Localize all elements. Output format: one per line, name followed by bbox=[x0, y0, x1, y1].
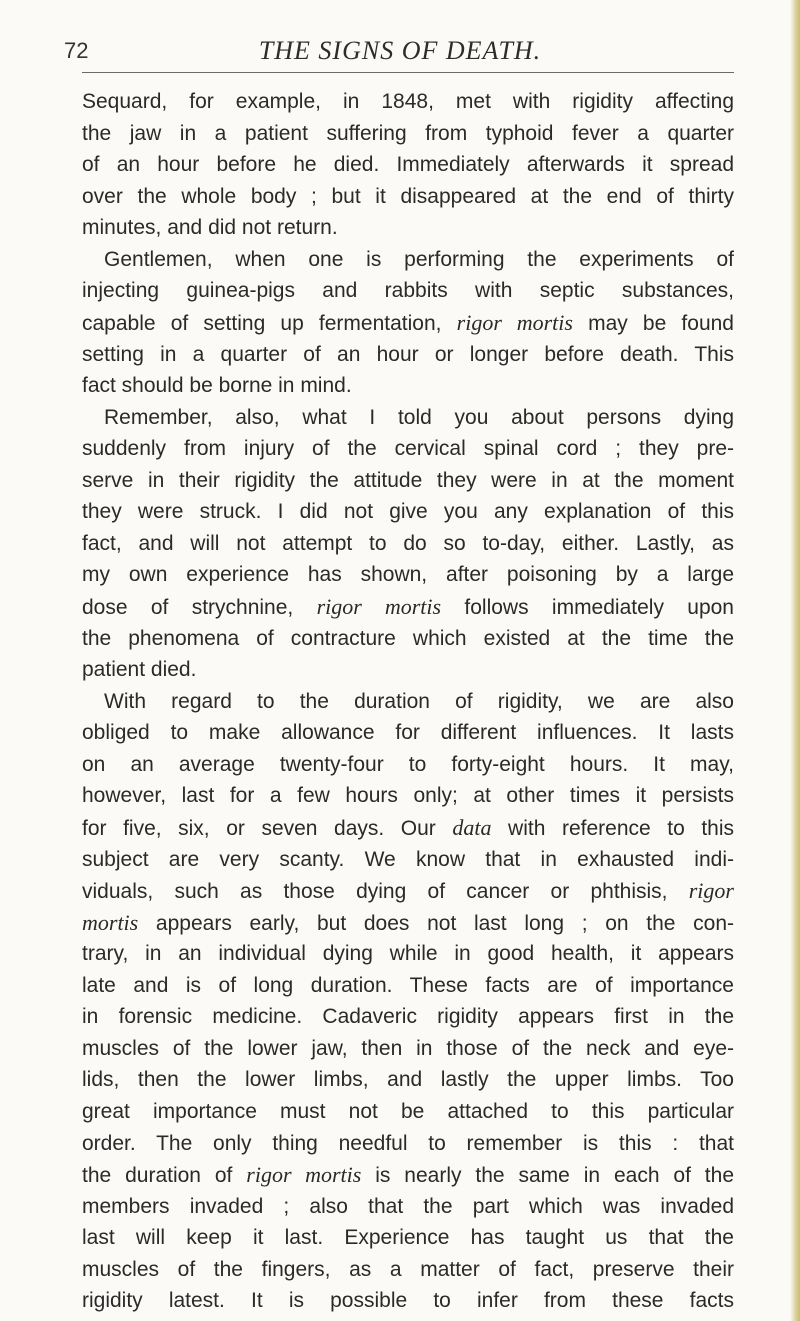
text-segment: Gentlemen, when one is performing the experiments of bbox=[104, 247, 734, 271]
text-segment: obliged to make allowance for different influences. It lasts bbox=[82, 721, 734, 745]
text-segment: muscles of the lower jaw, then in those of the neck and eye- bbox=[82, 1036, 734, 1060]
text-segment: is nearly the same in each of the bbox=[361, 1164, 735, 1188]
text-segment: order. The only thing needful to remember is this : that bbox=[82, 1131, 734, 1155]
italic-phrase: mortis bbox=[82, 909, 139, 935]
text-segment: on an average twenty-four to forty-eight hours. It may, bbox=[82, 752, 734, 776]
text-segment: my own experience has shown, after poisoning by a large bbox=[82, 563, 734, 587]
text-line bbox=[82, 844, 734, 876]
text-line bbox=[82, 717, 734, 749]
text-segment: however, last for a few hours only; at other times it persists bbox=[82, 784, 734, 808]
text-line bbox=[82, 1254, 734, 1286]
page-edge bbox=[790, 0, 800, 1321]
text-segment: muscles of the fingers, as a matter of fact, preserve their bbox=[82, 1257, 734, 1281]
text-line bbox=[82, 339, 734, 371]
text-line bbox=[82, 370, 734, 402]
header-rule bbox=[82, 72, 734, 73]
text-segment: patient died. bbox=[82, 658, 197, 682]
text-segment: appears early, but does not last long ; on the con- bbox=[138, 911, 734, 935]
text-segment: Sequard, for example, in 1848, met with rigidity affecting bbox=[82, 90, 734, 113]
text-segment: late and is of long duration. These facts are of importance bbox=[82, 973, 734, 997]
text-segment: capable of setting up fermentation, bbox=[82, 311, 457, 335]
text-segment: subject are very scanty. We know that in exhausted indi- bbox=[82, 847, 734, 871]
text-line bbox=[82, 212, 734, 244]
text-segment: last will keep it last. Experience has taught us that the bbox=[82, 1226, 734, 1250]
text-segment: for five, six, or seven days. Our bbox=[82, 816, 453, 840]
text-line bbox=[82, 244, 734, 276]
italic-phrase: rigor mortis bbox=[456, 309, 573, 335]
text-line bbox=[82, 623, 734, 655]
body-text bbox=[82, 86, 734, 1317]
text-line bbox=[82, 118, 734, 150]
text-line bbox=[82, 970, 734, 1002]
text-line bbox=[82, 1128, 734, 1160]
text-line bbox=[82, 1033, 734, 1065]
running-head: THE SIGNS OF DEATH. bbox=[258, 36, 542, 65]
text-segment: With regard to the duration of rigidity, we are also bbox=[104, 689, 734, 713]
text-segment: Remember, also, what I told you about persons dying bbox=[104, 405, 734, 429]
italic-phrase: rigor mortis bbox=[316, 594, 442, 619]
text-line bbox=[82, 686, 734, 718]
text-segment: serve in their rigidity the attitude they were in at the moment bbox=[82, 468, 734, 492]
text-segment: in forensic medicine. Cadaveric rigidity appears first in the bbox=[82, 1005, 734, 1029]
text-line bbox=[82, 402, 734, 434]
text-line bbox=[82, 654, 734, 686]
text-line bbox=[82, 938, 734, 970]
text-line bbox=[82, 780, 734, 812]
page-number: 72 bbox=[64, 38, 89, 63]
text-line bbox=[82, 496, 734, 528]
text-line bbox=[82, 528, 734, 560]
text-line bbox=[82, 559, 734, 591]
text-line bbox=[82, 1064, 734, 1096]
text-line bbox=[82, 1001, 734, 1033]
text-segment: viduals, such as those dying of cancer or phthisis, bbox=[82, 880, 689, 904]
text-segment: great importance must not be attached to this particular bbox=[82, 1100, 734, 1123]
italic-phrase: rigor mortis bbox=[246, 1162, 362, 1188]
text-segment: over the whole body ; but it disappeared at the end of thirty bbox=[82, 184, 734, 208]
text-segment: may be found bbox=[572, 311, 734, 335]
text-segment: follows immediately upon bbox=[441, 596, 734, 619]
text-line bbox=[82, 749, 734, 781]
text-segment: injecting guinea-pigs and rabbits with septic substances, bbox=[82, 279, 734, 303]
text-segment: suddenly from injury of the cervical spinal cord ; they pre- bbox=[82, 437, 734, 461]
text-line bbox=[82, 465, 734, 497]
text-line bbox=[82, 1285, 734, 1317]
text-line bbox=[82, 907, 734, 939]
text-segment: the phenomena of contracture which existed at the time the bbox=[82, 626, 734, 650]
text-segment: with reference to this bbox=[491, 816, 735, 840]
text-segment: lids, then the lower limbs, and lastly the upper limbs. Too bbox=[82, 1068, 734, 1092]
text-line bbox=[82, 307, 734, 339]
text-line bbox=[82, 275, 734, 307]
italic-phrase: rigor bbox=[688, 878, 734, 904]
page-header bbox=[64, 38, 736, 72]
text-segment: setting in a quarter of an hour or longer before death. This bbox=[82, 342, 734, 366]
italic-phrase: data bbox=[452, 814, 492, 840]
text-segment: rigidity latest. It is possible to infer from these facts bbox=[82, 1289, 734, 1313]
text-segment: fact should be borne in mind. bbox=[82, 374, 352, 398]
text-line bbox=[82, 812, 734, 844]
text-segment: the jaw in a patient suffering from typhoid fever a quarter bbox=[82, 121, 734, 145]
text-line bbox=[82, 1191, 734, 1223]
text-segment: minutes, and did not return. bbox=[82, 216, 338, 240]
text-line bbox=[82, 181, 734, 213]
text-line bbox=[82, 433, 734, 465]
text-line bbox=[82, 875, 734, 907]
text-segment: members invaded ; also that the part which was invaded bbox=[82, 1194, 734, 1218]
text-line bbox=[82, 1096, 734, 1128]
text-line bbox=[82, 1159, 734, 1191]
text-line bbox=[82, 1222, 734, 1254]
text-segment: dose of strychnine, bbox=[82, 596, 317, 619]
text-line bbox=[82, 591, 734, 623]
text-segment: the duration of bbox=[82, 1164, 247, 1188]
text-segment: of an hour before he died. Immediately afterwards it spread bbox=[82, 153, 734, 177]
text-segment: they were struck. I did not give you any explanation of this bbox=[82, 500, 734, 524]
text-line bbox=[82, 86, 734, 118]
text-segment: fact, and will not attempt to do so to-day, either. Lastly, as bbox=[82, 531, 734, 555]
text-line bbox=[82, 149, 734, 181]
text-segment: trary, in an individual dying while in good health, it appears bbox=[82, 942, 734, 966]
